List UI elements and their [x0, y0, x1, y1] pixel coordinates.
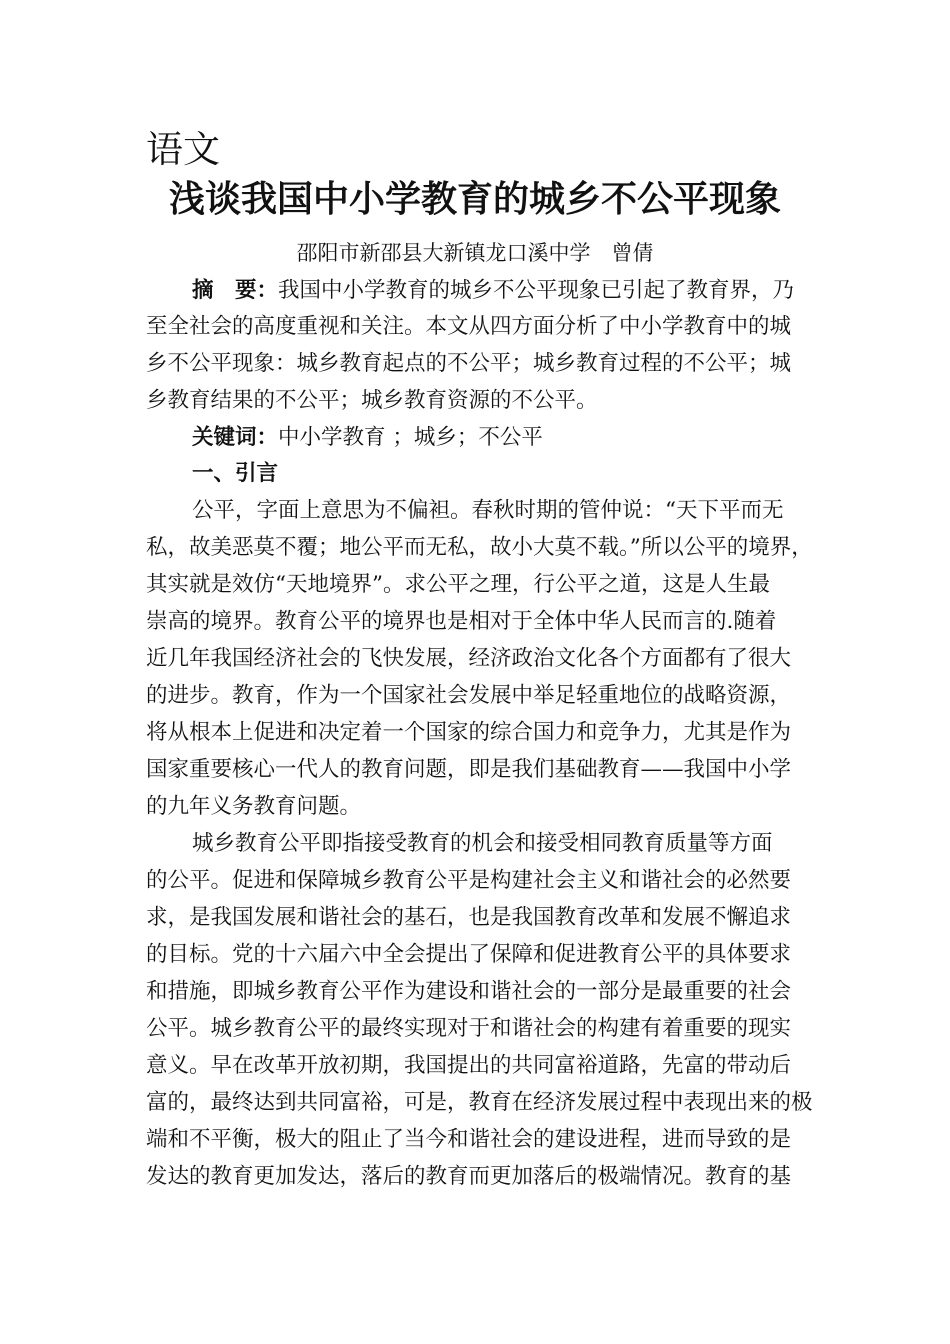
paragraph-line: 和措施，即城乡教育公平作为建设和谐社会的一部分是最重要的社会: [146, 979, 792, 1004]
subject-label: 语文: [146, 128, 220, 171]
paragraph-line: 将从根本上促进和决定着一个国家的综合国力和竞争力，尤其是作为: [146, 720, 792, 745]
paragraph-line: 国家重要核心一代人的教育问题，即是我们基础教育——我国中小学: [146, 757, 792, 782]
paragraph-line: 公平。城乡教育公平的最终实现对于和谐社会的构建有着重要的现实: [146, 1016, 792, 1041]
paragraph-line: 私，故美恶莫不覆；地公平而无私，故小大莫不载。”所以公平的境界，: [146, 535, 813, 560]
paragraph-line: 崇高的境界。教育公平的境界也是相对于全体中华人民而言的.随着: [146, 609, 777, 634]
abstract-line: 乡教育结果的不公平；城乡教育资源的不公平。: [146, 388, 598, 413]
keywords-text: 中小学教育 ；城乡；不公平: [278, 425, 543, 450]
paragraph-line: 富的，最终达到共同富裕，可是，教育在经济发展过程中表现出来的极: [146, 1090, 813, 1115]
abstract-line: 至全社会的高度重视和关注。本文从四方面分析了中小学教育中的城: [146, 314, 792, 339]
paragraph-line: 发达的教育更加发达，落后的教育而更加落后的极端情况。教育的基: [146, 1164, 792, 1189]
paragraph-line: 城乡教育公平即指接受教育的机会和接受相同教育质量等方面: [192, 831, 773, 856]
author-line: 邵阳市新邵县大新镇龙口溪中学 曾倩: [296, 241, 654, 265]
paragraph-line: 近几年我国经济社会的飞快发展，经济政治文化各个方面都有了很大: [146, 646, 792, 671]
paragraph-line: 的公平。促进和保障城乡教育公平是构建社会主义和谐社会的必然要: [146, 868, 792, 893]
document-title: 浅谈我国中小学教育的城乡不公平现象: [168, 179, 781, 220]
paragraph-line: 端和不平衡，极大的阻止了当今和谐社会的建设进程，进而导致的是: [146, 1127, 792, 1152]
section-heading: 一、引言: [192, 461, 279, 486]
abstract-line: [192, 276, 794, 306]
keywords-line: [192, 423, 543, 453]
abstract-label: 摘 要：: [192, 278, 279, 303]
paragraph-line: 意义。早在改革开放初期，我国提出的共同富裕道路，先富的带动后: [146, 1053, 792, 1078]
paragraph-line: 的九年义务教育问题。: [146, 794, 362, 819]
abstract-line: 乡不公平现象：城乡教育起点的不公平；城乡教育过程的不公平；城: [146, 351, 792, 376]
abstract-text: 我国中小学教育的城乡不公平现象已引起了教育界，乃: [278, 278, 795, 303]
paragraph-line: 的目标。党的十六届六中全会提出了保障和促进教育公平的具体要求: [146, 942, 792, 967]
paragraph-line: 的进步。教育，作为一个国家社会发展中举足轻重地位的战略资源，: [146, 683, 792, 708]
keywords-label: 关键词：: [192, 425, 279, 450]
paragraph-line: 求，是我国发展和谐社会的基石，也是我国教育改革和发展不懈追求: [146, 905, 792, 930]
paragraph-line: 其实就是效仿“天地境界”。求公平之理，行公平之道，这是人生最: [146, 572, 770, 597]
paragraph-line: 公平，字面上意思为不偏袒。春秋时期的管仲说：“天下平而无: [192, 498, 784, 523]
